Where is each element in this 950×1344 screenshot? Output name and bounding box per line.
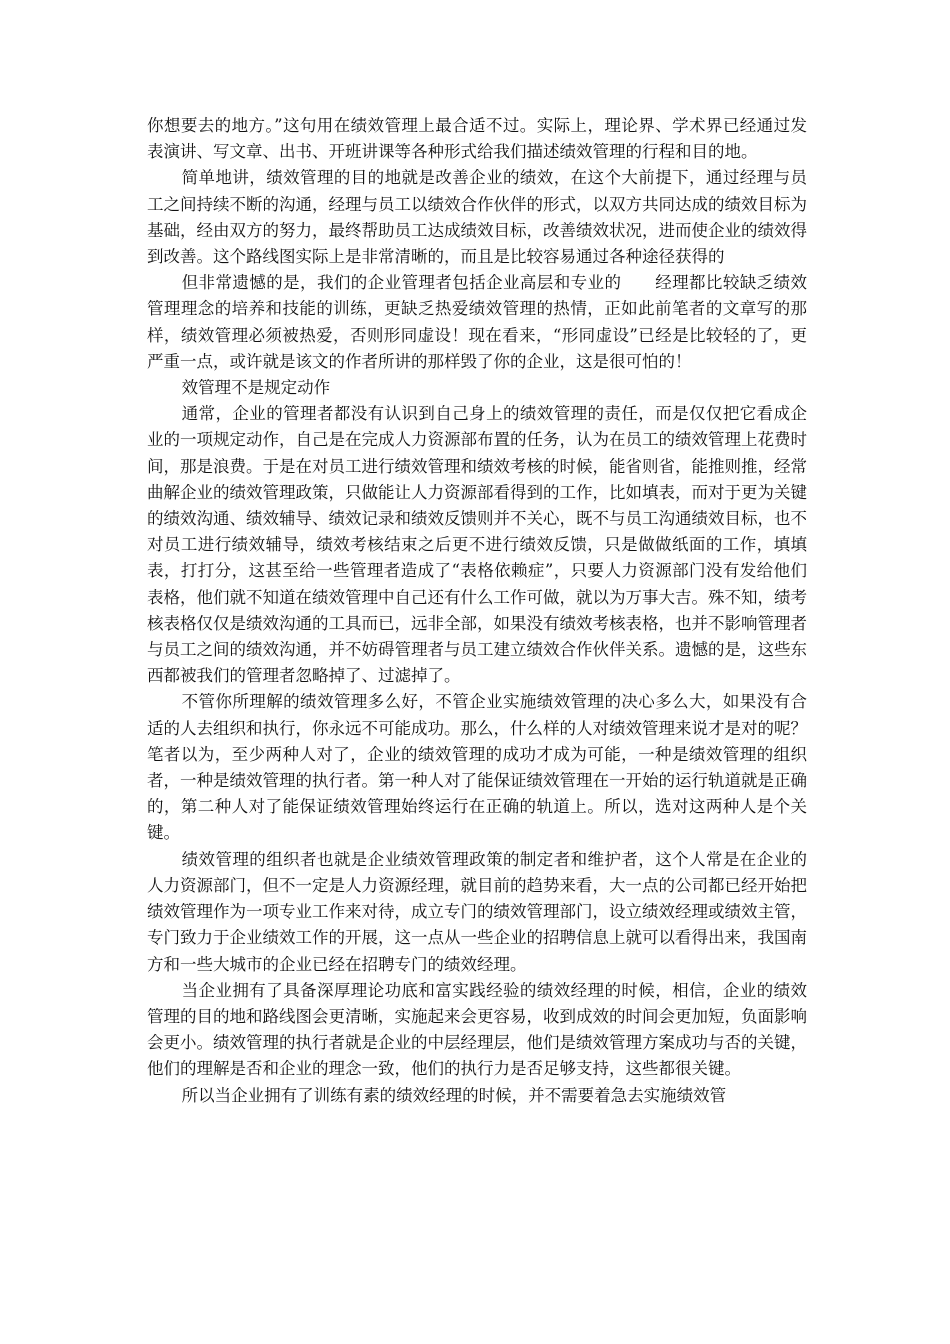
paragraph-2: 简单地讲，绩效管理的目的地就是改善企业的绩效，在这个大前提下，通过经理与员工之间持续不断的沟通，经理与员工以绩效合作伙伴的形式，以双方共同达成的绩效目标为基础，经由双方的努力，最终帮助员工达成绩效目标，改善绩效状况，进而使企业的绩效得到改善。这个路线图实际上是非常清晰的，而且是比较容易通过各种途径获得的 — [147, 168, 807, 267]
paragraph-5: 不管你所理解的绩效管理多么好，不管企业实施绩效管理的决心多么大，如果没有合适的人去组织和执行，你永远不可能成功。那么，什么样的人对绩效管理来说才是对的呢？笔者以为，至少两种人对了，企业的绩效管理的成功才成为可能，一种是绩效管理的组织者，一种是绩效管理的执行者。第一种人对了能保证绩效管理在一开始的运行轨道就是正确的，第二种人对了能保证绩效管理始终运行在正确的轨道上。所以，选对这两种人是个关键。 — [147, 692, 807, 843]
paragraph-1: 你想要去的地方。”这句用在绩效管理上最合适不过。实际上，理论界、学术界已经通过发表演讲、写文章、出书、开班讲课等各种形式给我们描述绩效管理的行程和目的地。 — [147, 116, 807, 162]
paragraph-3: 但非常遗憾的是，我们的企业管理者包括企业高层和专业的 经理都比较缺乏绩效管理理念的培养和技能的训练，更缺乏热爱绩效管理的热情，正如此前笔者的文章写的那样，绩效管理必须被热爱，否则形同虚设！现在看来，“形同虚设”已经是比较轻的了，更严重一点，或许就是该文的作者所讲的那样毁了你的企业，这是很可怕的！ — [147, 273, 807, 371]
paragraph-7: 当企业拥有了具备深厚理论功底和富实践经验的绩效经理的时候，相信，企业的绩效管理的目的地和路线图会更清晰，实施起来会更容易，收到成效的时间会更加短，负面影响会更小。绩效管理的执行者就是企业的中层经理层，他们是绩效管理方案成功与否的关键，他们的理解是否和企业的理念一致，他们的执行力是否足够支持，这些都很关键。 — [147, 980, 807, 1079]
paragraph-6: 绩效管理的组织者也就是企业绩效管理政策的制定者和维护者，这个人常是在企业的人力资源部门，但不一定是人力资源经理，就目前的趋势来看，大一点的公司都已经开始把绩效管理作为一项专业工作来对待，成立专门的绩效管理部门，设立绩效经理或绩效主管，专门致力于企业绩效工作的开展，这一点从一些企业的招聘信息上就可以看得出来，我国南方和一些大城市的企业已经在招聘专门的绩效经理。 — [147, 849, 807, 974]
paragraph-8: 所以当企业拥有了训练有素的绩效经理的时候，并不需要着急去实施绩效管 — [181, 1085, 727, 1105]
section-heading: 效管理不是规定动作 — [181, 378, 331, 398]
paragraph-4: 通常，企业的管理者都没有认识到自己身上的绩效管理的责任，而是仅仅把它看成企业的一项规定动作，自己是在完成人力资源部布置的任务，认为在员工的绩效管理上花费时间，那是浪费。于是在对员工进行绩效管理和绩效考核的时候，能省则省，能推则推，经常曲解企业的绩效管理政策，只做能让人力资源部看得到的工作，比如填表，而对于更为关键的绩效沟通、绩效辅导、绩效记录和绩效反馈则并不关心，既不与员工沟通绩效目标，也不对员工进行绩效辅导，绩效考核结束之后更不进行绩效反馈，只是做做纸面的工作，填填表，打打分，这甚至给一些管理者造成了“表格依赖症”，只要人力资源部门没有发给他们表格，他们就不知道在绩效管理中自己还有什么工作可做，就以为万事大吉。殊不知，绩考核表格仅仅是绩效沟通的工具而已，远非全部，如果没有绩效考核表格，也并不影响管理者与员工之间的绩效沟通，并不妨碍管理者与员工建立绩效合作伙伴关系。遗憾的是，这些东西都被我们的管理者忽略掉了、过滤掉了。 — [147, 404, 807, 686]
document-page — [147, 113, 807, 1109]
